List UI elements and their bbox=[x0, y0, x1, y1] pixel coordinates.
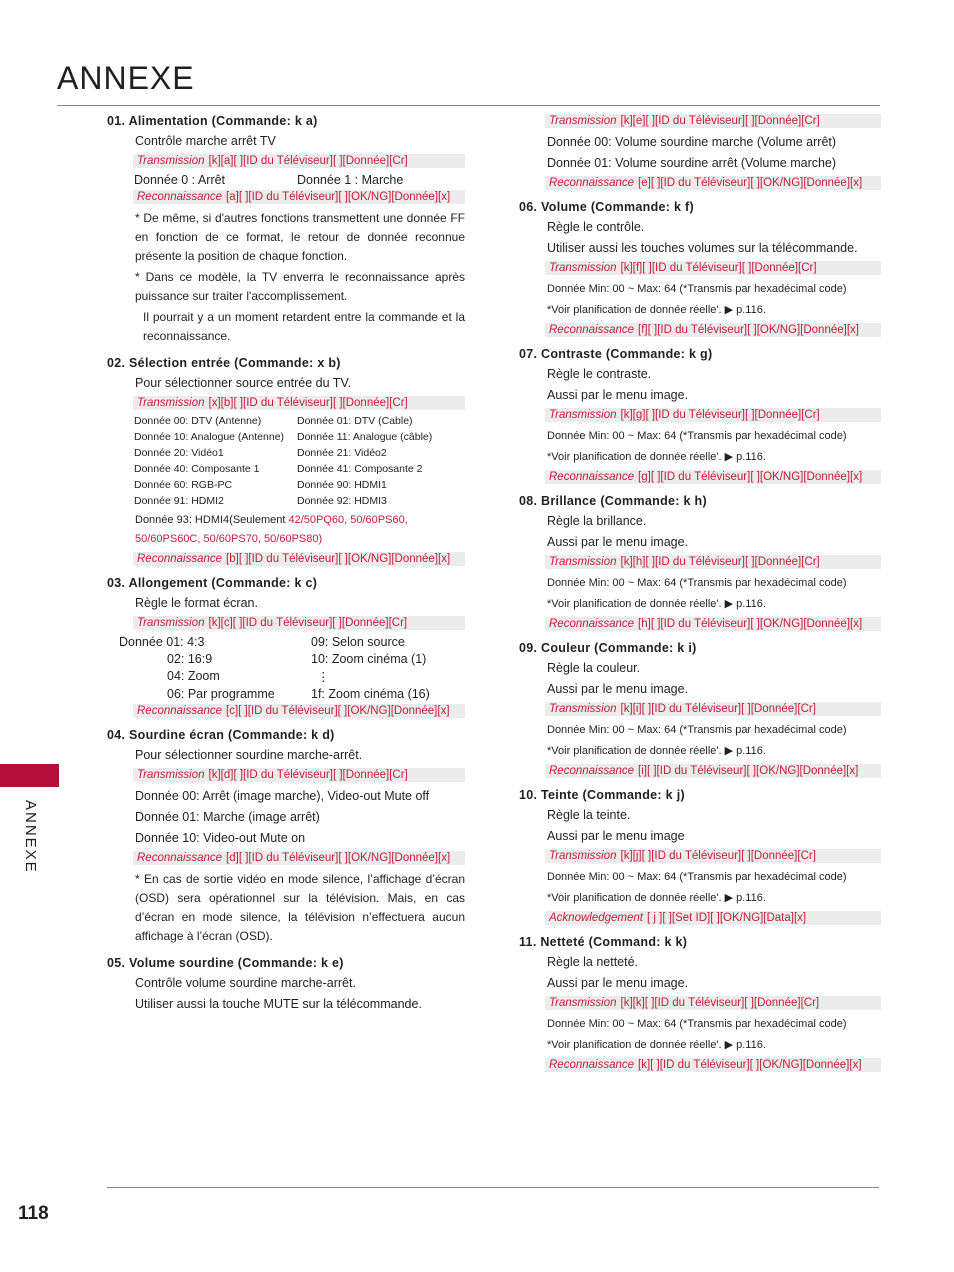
hdmi4-line bbox=[135, 511, 465, 549]
code-value: [k][j][ ][ID du Téléviseur][ ][Donnée][Cr] bbox=[620, 850, 816, 862]
code-label: Reconnaissance bbox=[549, 324, 635, 336]
ack-code bbox=[133, 851, 465, 865]
data-value: Donnée 41: Composante 2 bbox=[297, 463, 423, 475]
data-grid bbox=[134, 415, 465, 507]
section-desc: Aussi par le menu image. bbox=[547, 976, 689, 990]
ack-code bbox=[545, 911, 881, 925]
transmission-code bbox=[545, 849, 881, 863]
section-desc: Aussi par le menu image. bbox=[547, 535, 689, 549]
page-reference: *Voir planification de donnée réelle'. ▶ p.116. bbox=[547, 598, 766, 610]
section-desc: Règle la couleur. bbox=[547, 661, 641, 675]
data-value: Donnée 20: Vidéo1 bbox=[134, 447, 224, 459]
data-value: 06: Par programme bbox=[167, 687, 275, 701]
code-label: Transmission bbox=[549, 262, 617, 274]
code-value: [x][b][ ][ID du Téléviseur][ ][Donnée][Cr] bbox=[208, 397, 408, 409]
section-heading: 07. Contraste (Commande: k g) bbox=[519, 347, 713, 361]
page-reference: *Voir planification de donnée réelle'. ▶ p.116. bbox=[547, 892, 766, 904]
code-label: Reconnaissance bbox=[549, 177, 635, 189]
code-value: [k][g][ ][ID du Téléviseur][ ][Donnée][Cr] bbox=[620, 409, 820, 421]
data-range: Donnée Min: 00 ~ Max: 64 (*Transmis par hexadécimal code) bbox=[547, 283, 847, 295]
data-value: Donnée 10: Analogue (Antenne) bbox=[134, 431, 285, 443]
code-value: [k][c][ ][ID du Téléviseur][ ][Donnée][Cr] bbox=[208, 617, 408, 629]
data-value: 02: 16:9 bbox=[167, 652, 213, 666]
right-column bbox=[519, 114, 881, 1077]
code-label: Transmission bbox=[549, 997, 617, 1009]
transmission-code bbox=[545, 261, 881, 275]
section-desc: Contrôle marche arrêt TV bbox=[135, 134, 276, 148]
section-heading: 08. Brillance (Commande: k h) bbox=[519, 494, 707, 508]
section-desc: Aussi par le menu image. bbox=[547, 388, 689, 402]
section-heading: 06. Volume (Commande: k f) bbox=[519, 200, 694, 214]
top-rule bbox=[57, 105, 880, 106]
section-desc: Contrôle volume sourdine marche-arrêt. bbox=[135, 976, 356, 990]
code-label: Reconnaissance bbox=[549, 618, 635, 630]
code-label: Transmission bbox=[549, 556, 617, 568]
page-reference: *Voir planification de donnée réelle'. ▶ p.116. bbox=[547, 745, 766, 757]
data-range: Donnée Min: 00 ~ Max: 64 (*Transmis par hexadécimal code) bbox=[547, 871, 847, 883]
code-value: [k][e][ ][ID du Téléviseur][ ][Donnée][Cr] bbox=[620, 115, 820, 127]
code-label: Transmission bbox=[549, 850, 617, 862]
code-value: [e][ ][ID du Téléviseur][ ][OK/NG][Donnée][x] bbox=[638, 177, 863, 189]
code-label: Reconnaissance bbox=[137, 852, 223, 864]
hdmi4-label: Donnée 93: HDMI4(Seulement bbox=[135, 514, 286, 526]
transmission-code bbox=[133, 616, 465, 630]
data-value: Donnée 00: DTV (Antenne) bbox=[134, 415, 262, 427]
note: Il pourrait y a un moment retardent entre la commande et la reconnaissance. bbox=[143, 310, 465, 343]
section-heading: 09. Couleur (Commande: k i) bbox=[519, 641, 697, 655]
section-heading: 10. Teinte (Commande: k j) bbox=[519, 788, 685, 802]
code-value: [d][ ][ID du Téléviseur][ ][OK/NG][Donnée][x] bbox=[226, 852, 451, 864]
code-value: [k][k][ ][ID du Téléviseur][ ][Donnée][Cr] bbox=[620, 997, 820, 1009]
section-heading: 02. Sélection entrée (Commande: x b) bbox=[107, 356, 341, 370]
data-value: Donnée 01: Marche (image arrêt) bbox=[135, 810, 320, 824]
section-desc: Aussi par le menu image bbox=[547, 829, 685, 843]
code-label: Transmission bbox=[137, 617, 205, 629]
code-value: [k][i][ ][ID du Téléviseur][ ][Donnée][Cr] bbox=[620, 703, 816, 715]
data-value: Donnée 01: DTV (Cable) bbox=[297, 415, 413, 427]
code-value: [b][ ][ID du Téléviseur][ ][OK/NG][Donnée][x] bbox=[226, 553, 451, 565]
code-label: Transmission bbox=[137, 397, 205, 409]
section-heading: 04. Sourdine écran (Commande: k d) bbox=[107, 728, 335, 742]
data-grid bbox=[134, 173, 465, 187]
code-label: Transmission bbox=[549, 409, 617, 421]
code-value: [k][d][ ][ID du Téléviseur][ ][Donnée][Cr] bbox=[208, 769, 408, 781]
data-grid bbox=[119, 635, 465, 701]
ack-code bbox=[133, 704, 465, 718]
section-desc: Pour sélectionner sourdine marche-arrêt. bbox=[135, 748, 363, 762]
code-label: Reconnaissance bbox=[549, 471, 635, 483]
data-value: 09: Selon source bbox=[311, 635, 405, 649]
data-value: Donnée 01: Volume sourdine arrêt (Volume marche) bbox=[547, 156, 837, 170]
section-desc: Règle le contrôle. bbox=[547, 220, 645, 234]
note: * Dans ce modèle, la TV enverra le reconnaissance après puissance sur traiter l'accomplissement. bbox=[135, 270, 465, 303]
data-value: 1f: Zoom cinéma (16) bbox=[311, 687, 430, 701]
section-desc: Règle la teinte. bbox=[547, 808, 631, 822]
ack-code bbox=[545, 323, 881, 337]
transmission-code bbox=[545, 408, 881, 422]
section-heading: 01. Alimentation (Commande: k a) bbox=[107, 114, 318, 128]
data-value: ⋮ bbox=[317, 670, 330, 684]
ack-code bbox=[133, 190, 465, 204]
data-value: 04: Zoom bbox=[167, 669, 220, 683]
ack-code bbox=[545, 1058, 881, 1072]
section-desc: Utiliser aussi les touches volumes sur la télécommande. bbox=[547, 241, 858, 255]
transmission-code bbox=[133, 768, 465, 782]
transmission-code bbox=[133, 396, 465, 410]
page-number: 118 bbox=[18, 1203, 49, 1224]
code-value: [c][ ][ID du Téléviseur][ ][OK/NG][Donnée][x] bbox=[226, 705, 450, 717]
section-desc: Utiliser aussi la touche MUTE sur la télécommande. bbox=[135, 997, 422, 1011]
side-tab bbox=[0, 764, 59, 786]
section-desc: Règle la netteté. bbox=[547, 955, 639, 969]
code-label: Transmission bbox=[549, 703, 617, 715]
ack-code bbox=[545, 470, 881, 484]
code-value: [g][ ][ID du Téléviseur][ ][OK/NG][Donnée][x] bbox=[638, 471, 863, 483]
section-heading: 05. Volume sourdine (Commande: k e) bbox=[107, 956, 344, 970]
data-value: Donnée 21: Vidéo2 bbox=[297, 447, 387, 459]
side-tab-line bbox=[0, 786, 59, 787]
code-value: [i][ ][ID du Téléviseur][ ][OK/NG][Donnée][x] bbox=[638, 765, 859, 777]
data-range: Donnée Min: 00 ~ Max: 64 (*Transmis par hexadécimal code) bbox=[547, 430, 847, 442]
section-desc: Règle le contraste. bbox=[547, 367, 652, 381]
code-label: Reconnaissance bbox=[137, 705, 223, 717]
ack-code bbox=[545, 617, 881, 631]
section-desc: Règle le format écran. bbox=[135, 596, 258, 610]
code-label: Transmission bbox=[137, 155, 205, 167]
data-value: Donnée 00: Arrêt (image marche), Video-out Mute off bbox=[135, 789, 430, 803]
ack-code bbox=[545, 764, 881, 778]
data-value: Donnée 90: HDMI1 bbox=[297, 479, 387, 491]
data-range: Donnée Min: 00 ~ Max: 64 (*Transmis par hexadécimal code) bbox=[547, 577, 847, 589]
section-heading: 11. Netteté (Command: k k) bbox=[519, 935, 688, 949]
code-value: [f][ ][ID du Téléviseur][ ][OK/NG][Donnée][x] bbox=[638, 324, 859, 336]
side-label: ANNEXE bbox=[22, 800, 39, 874]
section-desc: Pour sélectionner source entrée du TV. bbox=[135, 376, 352, 390]
code-label: Transmission bbox=[549, 115, 617, 127]
transmission-code bbox=[545, 702, 881, 716]
section-desc: Aussi par le menu image. bbox=[547, 682, 689, 696]
code-value: [k][a][ ][ID du Téléviseur][ ][Donnée][Cr] bbox=[208, 155, 408, 167]
section-desc: Règle la brillance. bbox=[547, 514, 647, 528]
data-value: Donnée 00: Volume sourdine marche (Volume arrêt) bbox=[547, 135, 837, 149]
page-reference: *Voir planification de donnée réelle'. ▶ p.116. bbox=[547, 304, 766, 316]
transmission-code bbox=[545, 114, 881, 128]
hdmi4-models: 42/50PQ60, 50/60PS60, 50/60PS60C, 50/60PS70, 50/60PS80) bbox=[135, 514, 408, 545]
data-value: Donnée 11: Analogue (câble) bbox=[297, 431, 433, 443]
note: * De même, si d'autres fonctions transmettent une donnée FF en fonction de ce format, le retour de donnée reconnue présente la position de chaque fonction. bbox=[135, 211, 465, 263]
transmission-code bbox=[545, 555, 881, 569]
code-value: [h][ ][ID du Téléviseur][ ][OK/NG][Donnée][x] bbox=[638, 618, 863, 630]
left-column bbox=[107, 114, 465, 1016]
page-title: ANNEXE bbox=[57, 60, 195, 96]
code-value: [k][h][ ][ID du Téléviseur][ ][Donnée][Cr] bbox=[620, 556, 820, 568]
code-label: Reconnaissance bbox=[549, 765, 635, 777]
data-value: Donnée 60: RGB-PC bbox=[134, 479, 233, 491]
code-label: Transmission bbox=[137, 769, 205, 781]
code-label: Reconnaissance bbox=[137, 553, 223, 565]
code-value: [k][ ][ID du Téléviseur][ ][OK/NG][Donnée][x] bbox=[638, 1059, 862, 1071]
code-value: [a][ ][ID du Téléviseur][ ][OK/NG][Donnée][x] bbox=[226, 191, 451, 203]
data-value: Donnée 0 : Arrêt bbox=[134, 173, 226, 187]
code-label: Acknowledgement bbox=[549, 912, 643, 924]
code-value: [ j ][ ][Set ID][ ][OK/NG][Data][x] bbox=[646, 912, 807, 924]
bottom-rule bbox=[107, 1187, 879, 1188]
data-range: Donnée Min: 00 ~ Max: 64 (*Transmis par hexadécimal code) bbox=[547, 724, 847, 736]
data-value: 10: Zoom cinéma (1) bbox=[311, 652, 427, 666]
section-heading: 03. Allongement (Commande: k c) bbox=[107, 576, 318, 590]
data-value: Donnée 40: Composante 1 bbox=[134, 463, 260, 475]
transmission-code bbox=[133, 154, 465, 168]
code-label: Reconnaissance bbox=[549, 1059, 635, 1071]
data-value: Donnée 1 : Marche bbox=[297, 173, 404, 187]
data-range: Donnée Min: 00 ~ Max: 64 (*Transmis par hexadécimal code) bbox=[547, 1018, 847, 1030]
data-value: Donnée 10: Video-out Mute on bbox=[135, 831, 306, 845]
page-reference: *Voir planification de donnée réelle'. ▶ p.116. bbox=[547, 451, 766, 463]
data-value: Donnée 91: HDMI2 bbox=[134, 495, 224, 507]
data-value: Donnée 92: HDMI3 bbox=[297, 495, 387, 507]
page-reference: *Voir planification de donnée réelle'. ▶ p.116. bbox=[547, 1039, 766, 1051]
data-value: Donnée 01: 4:3 bbox=[119, 635, 205, 649]
code-label: Reconnaissance bbox=[137, 191, 223, 203]
note: * En cas de sortie vidéo en mode silence, l’affichage d’écran (OSD) sera opérationnel sur la télévision. Mais, en cas d’écran en mode silence, la télévision n’effectuera aucun affichage à l’écran (OSD). bbox=[135, 872, 465, 943]
transmission-code bbox=[545, 996, 881, 1010]
ack-code bbox=[133, 552, 465, 566]
code-value: [k][f][ ][ID du Téléviseur][ ][Donnée][Cr] bbox=[620, 262, 817, 274]
ack-code bbox=[545, 176, 881, 190]
